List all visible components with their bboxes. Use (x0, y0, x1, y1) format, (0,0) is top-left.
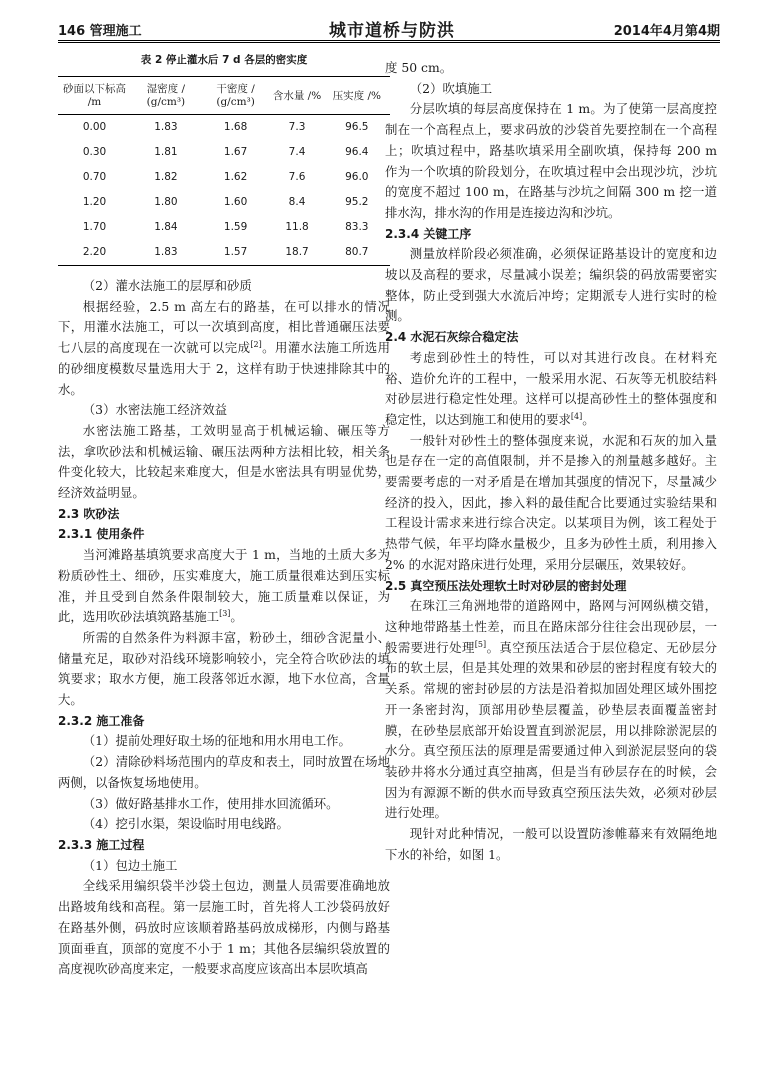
paragraph: 一般针对砂性土的整体强度来说，水泥和石灰的加入量也是存在一定的高值限制，并不是掺入的剂量越多越好。主要需要考虑的一对矛盾是在增加其强度的情况下，尽量减少经济的投入，因此，掺入料的最佳配合比要通过实验结果和工程设计需求来进行综合决定。以某项目为例，该工程处于热带气候，年平均降水量极少，且多为砂性土质，利用掺入 2% 的水泥对路床进行处理，采用分层碾压，效果较好。 (385, 432, 717, 572)
table-cell: 2.20 (58, 240, 131, 266)
paragraph-text: 考虑到砂性土的特性，可以对其进行改良。在材料充裕、造价允许的工程中，一般采用水泥、石灰等无机胶结料对砂层进行稳定性处理。这样可以提高砂性土的整体强度和稳定性，以达到施工和使用的要求 (385, 349, 717, 427)
table-cell: 1.80 (154, 196, 178, 208)
subsection-heading: 2.3.3 施工过程 (58, 837, 145, 852)
paragraph: 分层吹填的每层高度保持在 1 m。为了使第一层高度控制在一个高程点上，要求码放的沙袋首先要控制在一个高程上；吹填过程中，路基吹填采用全副吹填，保持每 200 m 作为一个吹填的阶段划分，在吹填过程中会出现沙坑，沙坑的宽度不超过 100 m，在路基与沙坑之间隔 300 m 挖一道排水沟，排水沟的作用是连接边沟和沙坑。 (385, 101, 717, 220)
table-cell: 1.60 (223, 196, 248, 208)
table-cell: 7.3 (288, 121, 306, 133)
header-rule-double (58, 42, 720, 43)
list-item: （2）灌水法施工的层厚和砂质 (82, 278, 252, 293)
table-cell: 0.70 (82, 171, 107, 183)
table-header-cell: 压实度 /% (324, 77, 390, 115)
table-cell: 1.84 (154, 221, 178, 233)
table-row (58, 115, 390, 141)
table-cell: 1.20 (82, 196, 107, 208)
paragraph: 水密法施工路基，工效明显高于机械运输、碾压等方法，拿吹砂法和机械运输、碾压法两种方法相比较，相关条件变化较大，比较起来难度大，但是水密法具有明显优势，经济效益明显。 (58, 422, 390, 501)
paragraph: 现针对此种情况，一般可以设置防渗帷幕来有效隔绝地下水的补给，如图 1。 (385, 826, 717, 862)
list-item: （2）吹填施工 (409, 80, 493, 96)
subsection-heading: 2.3.1 使用条件 (58, 527, 145, 542)
table-cell: 1.83 (154, 121, 178, 133)
table-header-cell: 含水量 /% (270, 77, 323, 115)
section-heading: 2.5 真空预压法处理软土时对砂层的密封处理 (385, 578, 627, 593)
paragraph: 所需的自然条件为料源丰富，粉砂土，细砂含泥量小、储量充足，取砂对沿线环境影响较小，完全符合吹砂法的填筑要求；取水方便，施工段落邻近水源，地下水位高，含量大。 (58, 629, 390, 708)
table-cell: 7.6 (288, 171, 306, 183)
table-header-cell: 湿密度 / (g/cm³) (131, 77, 201, 115)
paragraph-text: 。真空预压法适合于层位稳定、无砂层分布的软土层，但是其处理的效果和砂层的密封程度有较大的关系。常规的密封砂层的方法是沿着拟加固处理区域外围挖开一条密封沟，顶部用砂垫层覆盖，砂垫层表面覆盖密封膜，在砂垫层底部开始设置直到淤泥层，用以排除淤泥层的水分。真空预压法的原理是需要通过伸入到淤泥层竖向的袋装砂井将水分通过真空抽离，但是当有砂层存在的时候，会因为有源源不断的供水而导致真空预压法失效，必须对砂层进行处理。 (385, 639, 718, 821)
table-header-cell: 砂面以下标高 /m (58, 77, 131, 115)
density-table (58, 76, 390, 266)
list-item: （4）挖引水渠，架设临时用电线路。 (82, 816, 289, 832)
table-cell: 0.30 (82, 146, 107, 158)
section-heading: 2.3 吹砂法 (58, 506, 120, 521)
list-item: （2）清除砂料场范围内的草皮和表土，同时放置在场地两侧，以备恢复场地使用。 (58, 754, 390, 790)
subsection-heading: 2.3.4 关键工序 (385, 226, 472, 241)
table-header-row (58, 77, 390, 115)
table-cell: 80.7 (324, 240, 390, 266)
table-cell: 1.82 (154, 171, 178, 183)
list-item: （1）提前处理好取土场的征地和用水用电工作。 (82, 733, 351, 749)
left-column (58, 54, 391, 980)
density-table-block (58, 52, 390, 266)
table-cell: 1.81 (154, 146, 178, 158)
paragraph-text: 。 (582, 411, 595, 427)
table-cell: 96.4 (345, 146, 369, 158)
paragraph (385, 348, 717, 431)
citation-ref: [2] (250, 340, 262, 350)
table-row (58, 190, 390, 215)
paragraph (58, 545, 390, 628)
list-item: （3）做好路基排水工作，使用排水回流循环。 (82, 795, 339, 811)
citation-ref: [3] (219, 609, 231, 619)
table-cell: 1.62 (223, 171, 248, 183)
list-item: （1）包边土施工 (82, 857, 178, 873)
subsection-heading: 2.3.2 施工准备 (58, 713, 145, 728)
right-column (385, 58, 717, 865)
table-cell: 1.68 (223, 121, 248, 133)
header-page-section: 146 管理施工 (58, 24, 142, 39)
table-cell: 11.8 (285, 221, 309, 233)
table-row (58, 215, 390, 240)
table-cell: 8.4 (288, 196, 306, 208)
paragraph (385, 596, 717, 824)
paragraph-text: 。用灌水法施工所选用的砂细度模数尽量选用大于 2，这样有助于快速排除其中的水。 (58, 340, 391, 397)
section-heading: 2.4 水泥石灰综合稳定法 (385, 330, 519, 345)
paragraph-text: 根据经验，2.5 m 高左右的路基，在可以排水的情况下，用灌水法施工，可以一次填到高度，相比普通碾压法要七八层的高度现在一次就可以完成 (58, 298, 390, 356)
table-cell: 96.5 (345, 121, 369, 133)
running-header (58, 12, 720, 46)
table-row (58, 240, 390, 266)
table-cell: 1.67 (223, 146, 248, 158)
table-cell: 18.7 (270, 240, 323, 266)
header-rule (58, 40, 720, 41)
table-header-cell: 干密度 / (g/cm³) (201, 77, 271, 115)
paragraph: 全线采用编织袋半沙袋土包边，测量人员需要准确地放出路坡角线和高程。第一层施工时，首先将人工沙袋码放好在路基外侧，码放时应该顺着路基码放成梯形，内侧与路基顶面垂直，顶部的宽度不小于 1 m；其他各层编织袋放置的高度视吹砂高度来定，一般要求高度应该高出本层吹填高 (58, 878, 390, 977)
table-cell: 1.70 (82, 221, 107, 233)
citation-ref: [4] (570, 411, 583, 421)
list-item: （3）水密法施工经济效益 (82, 402, 227, 418)
table-row (58, 165, 390, 190)
table-cell: 7.4 (288, 146, 306, 158)
citation-ref: [5] (474, 639, 487, 649)
paragraph: 度 50 cm。 (385, 60, 453, 75)
header-issue: 2014年4月第4期 (613, 24, 720, 39)
paragraph-text: 当河滩路基填筑要求高度大于 1 m，当地的土质大多为粉质砂性土、细砂，压实难度大，施工质量很难达到压实标准，并且受到自然条件限制较大，施工质量难以保证，为此，选用吹砂法填筑路基施工 (58, 547, 390, 625)
table-caption: 表 2 停止灌水后 7 d 各层的密实度 (140, 54, 308, 66)
table-cell: 1.59 (223, 221, 248, 233)
table-cell: 83.3 (345, 221, 369, 233)
header-journal-title: 城市道桥与防洪 (329, 21, 455, 41)
paragraph: 测量放样阶段必须准确，必须保证路基设计的宽度和边坡以及高程的要求，尽量减小误差；编织袋的码放需要密实整体，防止受到强大水流后冲垮；定期派专人进行实时的检测。 (385, 246, 717, 324)
table-cell: 95.2 (345, 196, 369, 208)
table-cell: 0.00 (82, 121, 107, 133)
table-cell: 96.0 (345, 171, 369, 183)
table-cell: 1.83 (131, 240, 201, 266)
paragraph (58, 297, 390, 401)
paragraph-text: 。 (230, 609, 243, 625)
table-row (58, 140, 390, 165)
paragraph-text: 在珠江三角洲地带的道路网中，路网与河网纵横交错，这种地带路基土性差，而且在路床部分往往会出现砂层，一般需要进行处理 (385, 598, 717, 655)
table-cell: 1.57 (201, 240, 271, 266)
